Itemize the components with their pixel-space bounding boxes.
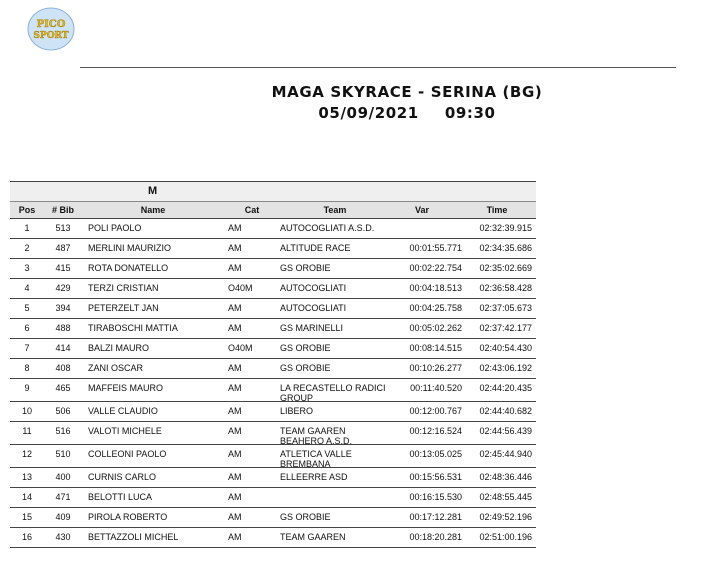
- cell-cat: AM: [228, 303, 242, 313]
- cell-name: TERZI CRISTIAN: [88, 283, 159, 293]
- cell-pos: 10: [21, 406, 32, 416]
- cell-var: 00:16:15.530: [409, 492, 462, 502]
- cell-name: BELOTTI LUCA: [88, 492, 153, 502]
- cell-pos: 16: [21, 532, 32, 542]
- event-title: MAGA SKYRACE - SERINA (BG): [271, 83, 543, 101]
- table-row: [10, 219, 536, 239]
- cell-team: ALTITUDE RACE: [280, 243, 351, 253]
- col-pos-header: Pos: [18, 205, 36, 215]
- category-header: [10, 181, 536, 201]
- cell-pos: 11: [22, 426, 32, 436]
- cell-pos: 9: [24, 383, 30, 393]
- event-datetime-line: [0, 104, 724, 122]
- cell-team: TEAM GAAREN: [280, 532, 346, 542]
- cell-bib: 487: [55, 243, 71, 253]
- table-row: [10, 508, 536, 528]
- cell-var: 00:05:02.262: [409, 323, 462, 333]
- cell-team: LIBERO: [280, 406, 314, 416]
- cell-name: TIRABOSCHI MATTIA: [88, 323, 178, 333]
- cell-cat: O40M: [228, 283, 253, 293]
- cell-cat: AM: [228, 383, 242, 393]
- cell-bib: 408: [55, 363, 71, 373]
- cell-time: 02:45:44.940: [479, 449, 532, 459]
- cell-name: CURNIS CARLO: [88, 472, 157, 482]
- table-row: [10, 279, 536, 299]
- cell-name: PETERZELT JAN: [88, 303, 159, 313]
- cell-time: 02:51:00.196: [479, 532, 532, 542]
- cell-pos: 12: [21, 449, 32, 459]
- cell-name: VALLE CLAUDIO: [88, 406, 158, 416]
- table-row: [10, 528, 536, 548]
- cell-var: 00:12:16.524: [409, 426, 462, 436]
- cell-time: 02:44:56.439: [479, 426, 532, 436]
- event-time: 09:30: [444, 104, 496, 122]
- cell-bib: 506: [55, 406, 71, 416]
- cell-pos: 13: [21, 472, 32, 482]
- cell-time: 02:32:39.915: [479, 223, 532, 233]
- cell-time: 02:44:40.682: [479, 406, 532, 416]
- cell-name: POLI PAOLO: [88, 223, 142, 233]
- cell-pos: 1: [24, 223, 30, 233]
- col-time-header: Time: [486, 205, 508, 215]
- table-row: [10, 379, 536, 402]
- logo-line1: PICO: [36, 19, 66, 30]
- cell-pos: 14: [21, 492, 32, 502]
- cell-cat: AM: [228, 512, 242, 522]
- cell-name: MAFFEIS MAURO: [88, 383, 164, 393]
- cell-var: 00:15:56.531: [409, 472, 462, 482]
- cell-cat: AM: [228, 263, 242, 273]
- cell-bib: 429: [55, 283, 71, 293]
- cell-time: 02:37:42.177: [479, 323, 532, 333]
- logo-graphic: [26, 6, 76, 52]
- cell-time: 02:49:52.196: [479, 512, 532, 522]
- cell-bib: 513: [55, 223, 71, 233]
- table-row: [10, 402, 536, 422]
- cell-bib: 465: [55, 383, 71, 393]
- table-row: [10, 488, 536, 508]
- category-label: M: [148, 185, 158, 197]
- cell-var: 00:12:00.767: [409, 406, 462, 416]
- cell-var: 00:11:40.520: [410, 383, 462, 393]
- col-bib-header: # Bib: [51, 205, 74, 215]
- cell-time: 02:34:35.686: [479, 243, 532, 253]
- cell-cat: AM: [228, 243, 242, 253]
- cell-bib: 409: [55, 512, 71, 522]
- results-table: [10, 181, 536, 548]
- cell-bib: 414: [55, 343, 71, 353]
- cell-time: 02:48:36.446: [479, 472, 532, 482]
- col-name-header: Name: [140, 205, 166, 215]
- cell-team: AUTOCOGLIATI A.S.D.: [280, 223, 375, 233]
- cell-cat: AM: [228, 532, 242, 542]
- event-date: 05/09/2021: [318, 104, 419, 122]
- cell-team: AUTOCOGLIATI: [280, 283, 347, 293]
- cell-name: ROTA DONATELLO: [88, 263, 169, 273]
- cell-pos: 5: [24, 303, 30, 313]
- table-row: [10, 445, 536, 468]
- cell-cat: AM: [228, 426, 242, 436]
- results-body: [10, 219, 536, 548]
- table-row: [10, 422, 536, 445]
- cell-team: GS OROBIE: [280, 512, 331, 522]
- table-row: [10, 319, 536, 339]
- cell-var: 00:10:26.277: [409, 363, 462, 373]
- table-row: [10, 359, 536, 379]
- cell-bib: 394: [55, 303, 71, 313]
- cell-cat: O40M: [228, 343, 253, 353]
- cell-bib: 516: [55, 426, 71, 436]
- cell-time: 02:48:55.445: [479, 492, 532, 502]
- cell-var: 00:04:25.758: [409, 303, 462, 313]
- cell-pos: 15: [21, 512, 32, 522]
- cell-cat: AM: [228, 449, 242, 459]
- cell-cat: AM: [228, 223, 242, 233]
- cell-time: 02:36:58.428: [479, 283, 532, 293]
- cell-name: COLLEONI PAOLO: [88, 449, 167, 459]
- table-row: [10, 339, 536, 359]
- table-row: [10, 468, 536, 488]
- cell-time: 02:40:54.430: [479, 343, 532, 353]
- cell-bib: 510: [55, 449, 71, 459]
- cell-bib: 415: [55, 263, 71, 273]
- table-row: [10, 299, 536, 319]
- cell-time: 02:43:06.192: [479, 363, 532, 373]
- cell-bib: 471: [55, 492, 71, 502]
- cell-team: ELLEERRE ASD: [280, 472, 348, 482]
- cell-pos: 3: [24, 263, 30, 273]
- cell-bib: 488: [55, 323, 71, 333]
- cell-pos: 8: [24, 363, 30, 373]
- cell-pos: 4: [24, 283, 30, 293]
- cell-var: 00:04:18.513: [409, 283, 462, 293]
- cell-cat: AM: [228, 363, 242, 373]
- col-var-header: Var: [414, 205, 429, 215]
- cell-team: TEAM GAAREN BEAHERO A.S.D.: [280, 426, 353, 446]
- cell-team: GS OROBIE: [280, 363, 331, 373]
- cell-bib: 400: [55, 472, 71, 482]
- cell-team: GS OROBIE: [280, 343, 331, 353]
- cell-name: VALOTI MICHELE: [88, 426, 162, 436]
- cell-team: AUTOCOGLIATI: [280, 303, 347, 313]
- cell-time: 02:44:20.435: [479, 383, 532, 393]
- cell-team: ATLETICA VALLE BREMBANA: [280, 449, 352, 469]
- cell-cat: AM: [228, 323, 242, 333]
- col-team-header: Team: [323, 205, 347, 215]
- cell-var: 00:08:14.515: [409, 343, 462, 353]
- cell-team: LA RECASTELLO RADICI GROUP: [280, 383, 386, 403]
- table-row: [10, 259, 536, 279]
- cell-name: MERLINI MAURIZIO: [88, 243, 172, 253]
- cell-var: 00:18:20.281: [409, 532, 462, 542]
- cell-time: 02:35:02.669: [479, 263, 532, 273]
- cell-name: ZANI OSCAR: [88, 363, 144, 373]
- cell-var: 00:17:12.281: [409, 512, 462, 522]
- pico-sport-logo: [26, 6, 76, 52]
- table-row: [10, 239, 536, 259]
- cell-cat: AM: [228, 472, 242, 482]
- cell-team: GS OROBIE: [280, 263, 331, 273]
- cell-name: PIROLA ROBERTO: [88, 512, 168, 522]
- logo-line2: SPORT: [33, 31, 69, 41]
- event-title-line: [0, 83, 724, 101]
- header-rule: [80, 67, 676, 68]
- cell-name: BETTAZZOLI MICHEL: [88, 532, 179, 542]
- cell-var: 00:01:55.771: [409, 243, 462, 253]
- cell-cat: AM: [228, 492, 242, 502]
- cell-bib: 430: [55, 532, 71, 542]
- cell-name: BALZI MAURO: [88, 343, 150, 353]
- cell-cat: AM: [228, 406, 242, 416]
- cell-pos: 6: [24, 323, 30, 333]
- col-cat-header: Cat: [244, 205, 260, 215]
- column-header-row: [10, 201, 536, 219]
- cell-team: GS MARINELLI: [280, 323, 344, 333]
- cell-time: 02:37:05.673: [479, 303, 532, 313]
- cell-var: 00:13:05.025: [409, 449, 462, 459]
- cell-pos: 7: [24, 343, 30, 353]
- cell-pos: 2: [24, 243, 30, 253]
- cell-var: 00:02:22.754: [409, 263, 462, 273]
